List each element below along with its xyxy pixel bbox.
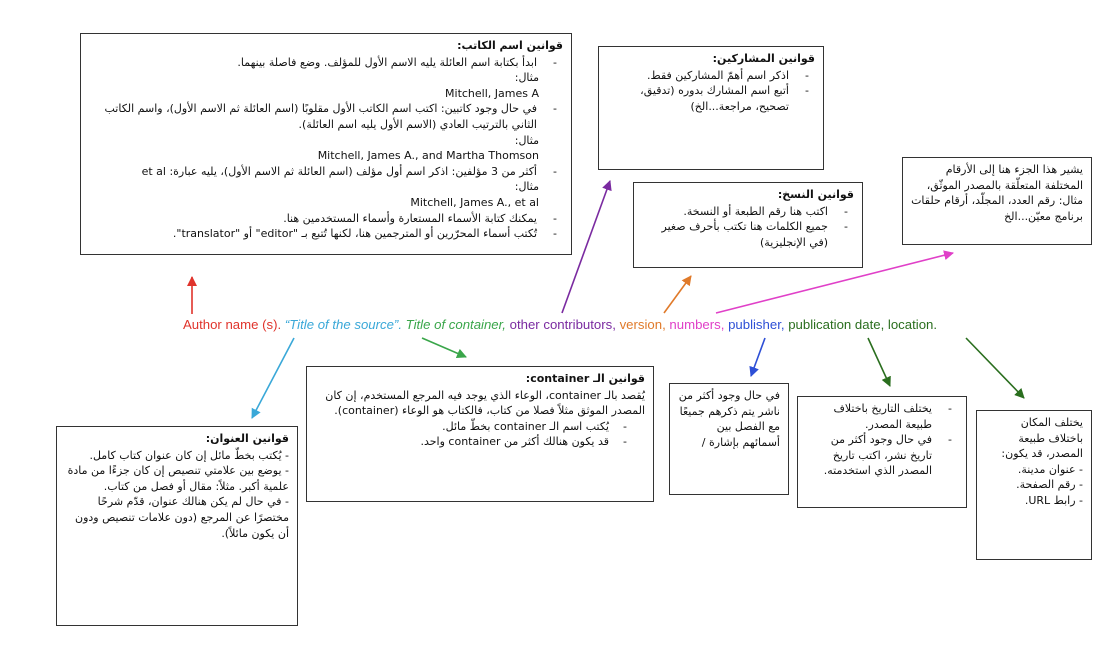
title-rule-2: - يوضع بين علامتي تنصيص إن كان جزءًا من مادة علمية أكبر. مثلاً: مقال أو فصل من كتاب. — [67, 464, 289, 493]
author-example-3 — [89, 179, 563, 210]
title-rule-1: - يُكتب بخطّ مائل إن كان عنوان كتاب كامل. — [89, 448, 289, 462]
location-option-2: - رقم الصفحة. — [1016, 478, 1083, 492]
arrow-publisher — [751, 338, 765, 376]
location-rules-box — [976, 410, 1092, 560]
location-option-1: - عنوان مدينة. — [1017, 462, 1083, 476]
citation-format-line — [0, 317, 1120, 332]
container-rules-box — [306, 366, 654, 502]
author-rule-2 — [89, 101, 563, 132]
numbers-text: يشير هذا الجزء هنا إلى الأرقام المختلفة المتعلّقة بالمصدر الموثّق، مثال: رقم العدد، المجلّد، أرقام حلقات برنامج معيّن...الخ — [911, 163, 1083, 223]
version-rules-box — [633, 182, 863, 268]
author-rule-5: - تُكتب أسماء المحرّرين أو المترجمين هنا، لكنها تُتبع بـ "editor" أو "translator". — [89, 226, 563, 242]
citation-author: Author name (s). — [182, 317, 282, 332]
numbers-box — [902, 157, 1092, 245]
version-rule-2: - جميع الكلمات هنا تكتب بأحرف صغير (في الإنجليزية) — [642, 219, 854, 250]
container-description: يُقصد بالـ container، الوعاء الذي يوجد فيه المرجع المستخدم، إن كان المصدر الموثق مثلاً فصلا من كتاب، فالكتاب هو الوعاء (container). — [325, 388, 645, 418]
participants-rules-box — [598, 46, 824, 170]
arrow-date — [868, 338, 890, 386]
author-rule-3 — [89, 164, 563, 180]
container-rules-title: قوانين الـ container: — [525, 372, 645, 385]
author-rules-box — [80, 33, 572, 255]
arrow-title — [252, 338, 294, 418]
location-option-3: - رابط URL. — [1024, 494, 1083, 508]
author-rule-4: - يمكنك كتابة الأسماء المستعارة وأسماء المستخدمين هنا. — [89, 211, 563, 227]
author-example-value-3: Mitchell, James A., et al — [410, 196, 539, 210]
location-intro: يختلف المكان باختلاف طبيعة المصدر، قد يكون: — [1001, 416, 1083, 461]
citation-date: publication date, — [784, 317, 885, 332]
author-example-label-3: مثال: — [514, 180, 539, 194]
participants-rule-1: - اذكر اسم أهمّ المشاركين فقط. — [607, 68, 815, 84]
arrow-version — [664, 276, 691, 313]
author-example-value-2: Mitchell, James A., and Martha Thomson — [317, 149, 539, 163]
arrow-location — [966, 338, 1024, 398]
title-rules-box — [56, 426, 298, 626]
version-rules-title: قوانين النسخ: — [777, 188, 854, 201]
date-rule-2: - في حال وجود أكثر من تاريخ نشر، اكتب تاريخ المصدر الذي استخدمته. — [806, 432, 958, 479]
citation-location: location. — [884, 317, 938, 332]
date-rule-1: - يختلف التاريخ باختلاف طبيعة المصدر. — [806, 401, 958, 432]
version-rule-1: - اكتب هنا رقم الطبعة أو النسخة. — [642, 204, 854, 220]
participants-rule-2: - أتبع اسم المشارك بدوره (تدقيق، تصحيح، مراجعة...الخ) — [607, 83, 815, 114]
author-rule-3b: et al — [141, 164, 166, 178]
author-example-label-2: مثال: — [514, 133, 539, 147]
author-example-1 — [89, 70, 563, 101]
date-rules-box — [797, 396, 967, 508]
citation-title: “Title of the source”. — [281, 317, 402, 332]
author-rule-2b: واسم الكاتب الثاني بالترتيب العادي (الاسم الأول يليه اسم العائلة). — [104, 102, 537, 132]
title-rules-title: قوانين العنوان: — [205, 432, 289, 445]
citation-container: Title of container, — [401, 317, 506, 332]
author-rule-1: - ابدأ بكتابة اسم العائلة يليه الاسم الأول للمؤلف. وضع فاصلة بينهما. — [89, 55, 563, 71]
author-rule-2a: في حال وجود كاتبين: اكتب اسم الكاتب الأول مقلوبًا (اسم العائلة ثم الاسم الأول)، — [166, 102, 537, 116]
author-rules-title: قوانين اسم الكاتب: — [457, 39, 563, 52]
citation-numbers: numbers, — [665, 317, 725, 332]
citation-publisher: publisher, — [724, 317, 785, 332]
author-example-value-1: Mitchell, James A — [445, 86, 539, 100]
citation-contributors: other contributors, — [505, 317, 616, 332]
container-rule-1: - يُكتب اسم الـ container بخطّ مائل. — [315, 419, 645, 435]
publisher-box — [669, 383, 789, 495]
publisher-text: في حال وجود أكثر من ناشر يتم ذكرهم جميعًا مع الفصل بين أسمائهم بإشارة / — [678, 389, 780, 449]
author-example-label-1: مثال: — [514, 71, 539, 85]
citation-version: version, — [615, 317, 666, 332]
author-rule-3a: أكثر من 3 مؤلفين: اذكر اسم أول مؤلف (اسم العائلة ثم الاسم الأول)، يليه عبارة: — [169, 164, 537, 178]
arrow-container — [422, 338, 466, 357]
container-rule-2: - قد يكون هنالك أكثر من container واحد. — [315, 434, 645, 450]
participants-rules-title: قوانين المشاركين: — [712, 52, 815, 65]
author-example-2 — [89, 133, 563, 164]
title-rule-3: - في حال لم يكن هنالك عنوان، قدّم شرحًا مختصرًا عن المرجع (دون علامات تنصيص ودون أن يكون مائلاً). — [74, 495, 289, 540]
